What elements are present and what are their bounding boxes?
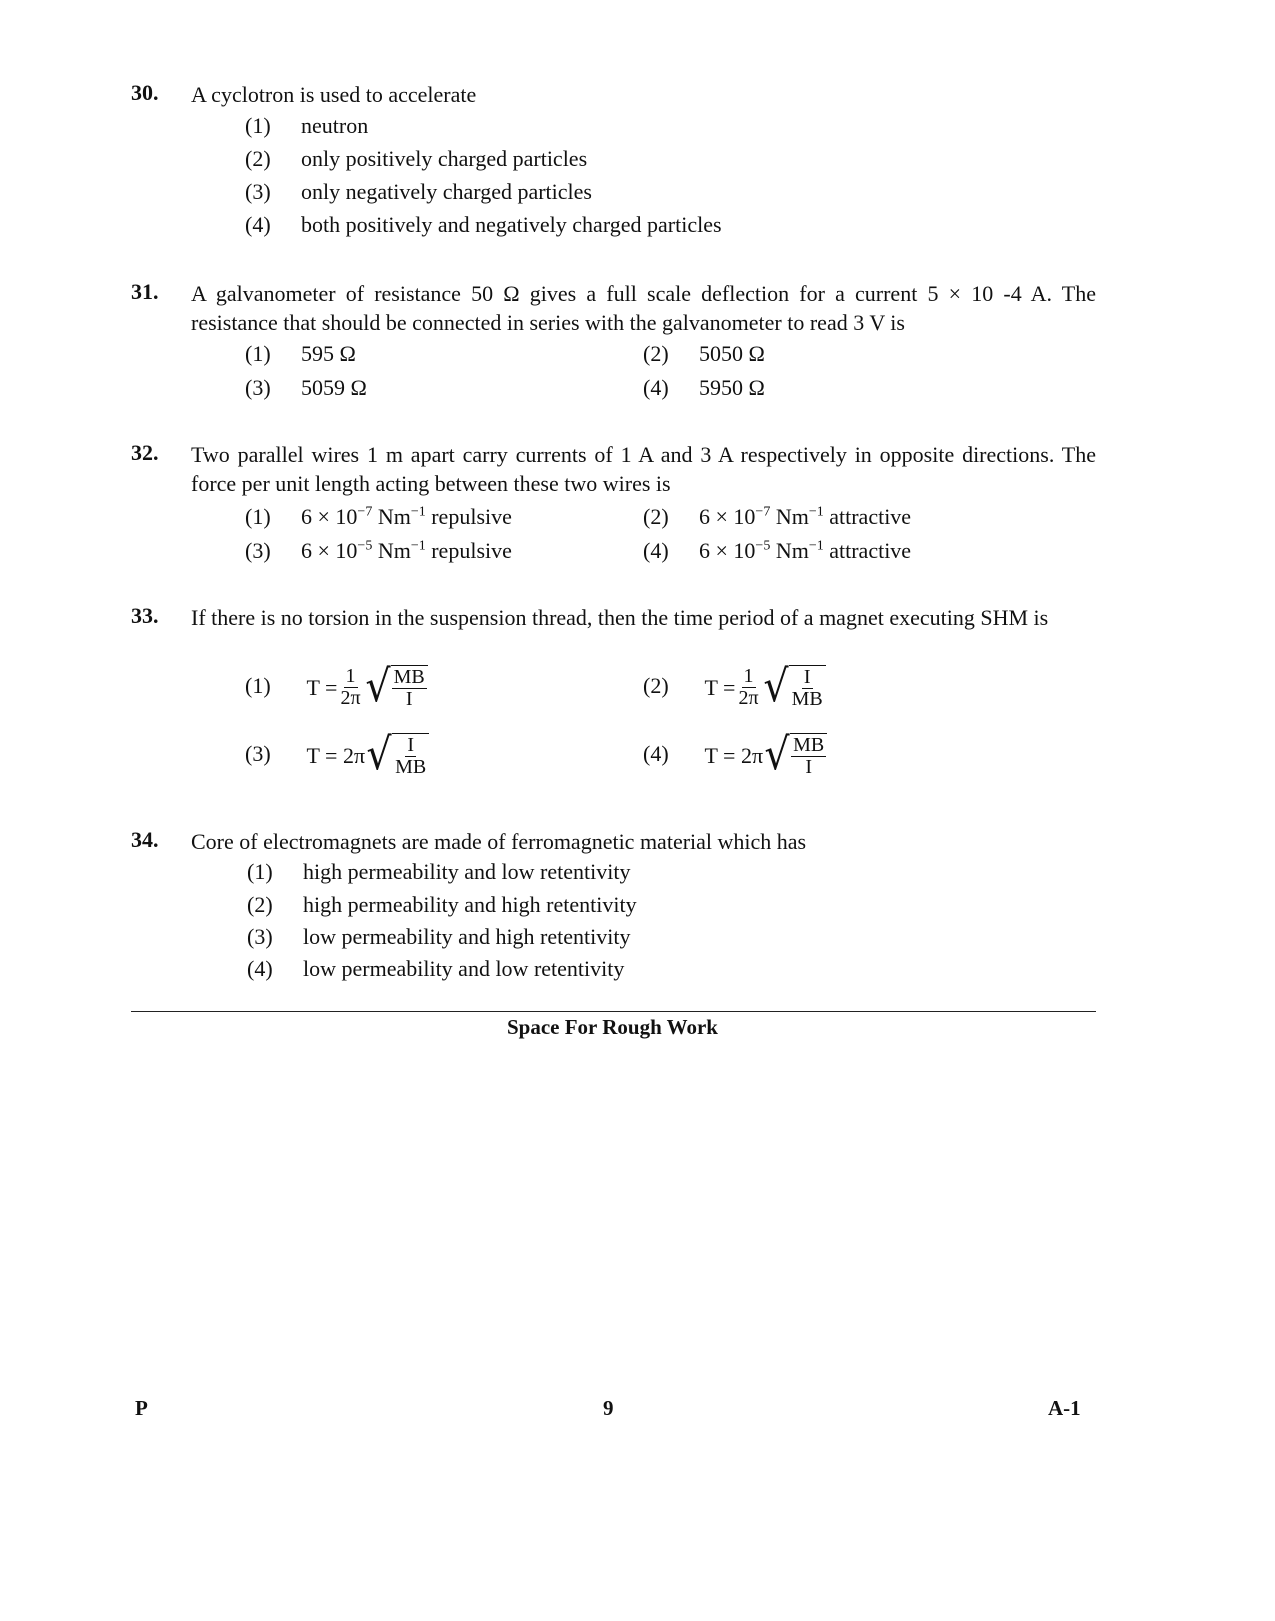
option-unit-exponent: −1 — [410, 504, 426, 520]
option-text: attractive — [829, 504, 912, 529]
option-3[interactable] — [245, 729, 429, 780]
option-3[interactable] — [245, 375, 367, 401]
option-3[interactable] — [245, 179, 592, 205]
option-mantissa: 6 × 10 — [301, 538, 358, 563]
option-mantissa: 6 × 10 — [699, 538, 756, 563]
rough-work-heading: Space For Rough Work — [506, 1015, 718, 1039]
footer-series-code: P — [135, 1396, 148, 1420]
fraction-denominator: MB — [791, 688, 823, 710]
option-unit-exponent: −1 — [808, 538, 824, 554]
formula — [306, 729, 430, 780]
option-number: (4) — [643, 740, 669, 766]
square-root — [364, 661, 428, 712]
option-text: repulsive — [431, 504, 512, 529]
option-text: 5050 Ω — [699, 341, 765, 366]
option-text: repulsive — [431, 538, 512, 563]
option-number: (1) — [245, 504, 271, 529]
option-2[interactable] — [247, 892, 637, 918]
question-number: 31. — [131, 279, 159, 304]
option-number: (1) — [245, 113, 271, 138]
option-number: (4) — [643, 375, 669, 400]
option-number: (2) — [643, 341, 669, 366]
option-1[interactable] — [245, 504, 512, 530]
option-2[interactable] — [643, 504, 911, 530]
formula-lhs: T = — [704, 674, 736, 700]
option-4[interactable] — [643, 375, 765, 401]
option-unit: Nm — [775, 504, 809, 529]
option-exponent: −7 — [357, 504, 373, 520]
option-text: both positively and negatively charged particles — [301, 212, 722, 237]
fraction-numerator: MB — [793, 734, 825, 756]
fraction-denominator: I — [805, 756, 812, 778]
fraction-numerator: I — [803, 666, 811, 688]
formula-lhs: T = 2π — [306, 742, 366, 768]
radical-sign-icon: √ — [364, 661, 391, 712]
option-number: (2) — [247, 892, 273, 917]
option-number: (4) — [245, 212, 271, 237]
question-text: Two parallel wires 1 m apart carry currents of 1 A and 3 A respectively in opposite directions. The force per unit length acting between these two wires is — [191, 442, 1096, 496]
page-number: 9 — [603, 1396, 614, 1420]
option-number: (1) — [245, 672, 271, 698]
option-text: high permeability and low retentivity — [303, 859, 631, 884]
option-text: 595 Ω — [301, 341, 356, 366]
option-number: (1) — [245, 341, 271, 366]
option-text: 5059 Ω — [301, 375, 367, 400]
option-3[interactable] — [245, 538, 512, 564]
coefficient-fraction — [338, 666, 362, 709]
option-number: (2) — [643, 672, 669, 698]
divider-line — [131, 1011, 1096, 1012]
radical-sign-icon: √ — [762, 661, 789, 712]
radicand-fraction — [791, 735, 826, 778]
option-text: low permeability and high retentivity — [303, 924, 631, 949]
question-text: A cyclotron is used to accelerate — [191, 82, 477, 107]
fraction-denominator: MB — [395, 756, 427, 778]
option-4[interactable] — [643, 729, 827, 780]
fraction-numerator: I — [407, 734, 414, 756]
question-number: 32. — [131, 440, 159, 465]
option-1[interactable] — [247, 859, 630, 885]
radical-sign-icon: √ — [366, 729, 392, 780]
square-root — [365, 729, 429, 780]
option-number: (3) — [245, 538, 271, 563]
option-number: (1) — [247, 859, 273, 884]
fraction-numerator: MB — [393, 666, 425, 688]
option-2[interactable] — [643, 341, 765, 367]
option-unit-exponent: −1 — [808, 504, 824, 520]
fraction-denominator: 2π — [738, 687, 759, 709]
option-exponent: −7 — [755, 504, 771, 520]
option-number: (2) — [245, 146, 271, 171]
option-exponent: −5 — [755, 538, 771, 554]
fraction-numerator: 1 — [743, 665, 754, 687]
question-text: If there is no torsion in the suspension thread, then the time period of a magnet executing SHM is — [191, 605, 1049, 630]
option-1[interactable] — [245, 661, 428, 712]
option-1[interactable] — [245, 341, 356, 367]
option-exponent: −5 — [357, 538, 373, 554]
option-number: (3) — [245, 375, 271, 400]
formula-lhs: T = — [306, 674, 338, 700]
fraction-numerator: 1 — [345, 665, 356, 687]
radicand-fraction — [790, 667, 825, 710]
option-text: only positively charged particles — [301, 146, 588, 171]
question-number: 33. — [131, 603, 159, 628]
option-number: (4) — [247, 956, 273, 981]
option-2[interactable] — [245, 146, 587, 172]
radicand-fraction — [392, 667, 427, 710]
question-number: 30. — [131, 80, 159, 105]
fraction-denominator: 2π — [340, 687, 361, 709]
square-root — [762, 661, 826, 712]
formula — [306, 661, 428, 712]
formula-lhs: T = 2π — [704, 742, 764, 768]
radicand-fraction — [393, 735, 428, 778]
option-number: (3) — [245, 740, 271, 766]
option-unit-exponent: −1 — [410, 538, 426, 554]
option-unit: Nm — [377, 504, 411, 529]
option-number: (4) — [643, 538, 669, 563]
option-unit: Nm — [377, 538, 411, 563]
question-text: Core of electromagnets are made of ferromagnetic material which has — [191, 829, 807, 854]
option-number: (3) — [247, 924, 273, 949]
radical-sign-icon: √ — [764, 729, 790, 780]
option-number: (3) — [245, 179, 271, 204]
fraction-denominator: I — [405, 688, 413, 710]
option-unit: Nm — [775, 538, 809, 563]
option-text: 5950 Ω — [699, 375, 765, 400]
option-text: attractive — [829, 538, 912, 563]
option-text: only negatively charged particles — [301, 179, 592, 204]
option-2[interactable] — [643, 661, 826, 712]
square-root — [763, 729, 827, 780]
footer-paper-code: A-1 — [1048, 1396, 1081, 1420]
question-number: 34. — [131, 827, 159, 852]
option-3[interactable] — [247, 924, 630, 950]
option-text: low permeability and low retentivity — [303, 956, 625, 981]
option-text: neutron — [301, 113, 369, 138]
option-4[interactable] — [247, 956, 624, 982]
coefficient-fraction — [736, 666, 760, 709]
option-number: (2) — [643, 504, 669, 529]
option-4[interactable] — [643, 538, 911, 564]
option-4[interactable] — [245, 212, 722, 238]
question-text: A galvanometer of resistance 50 Ω gives a full scale deflection for a current 5 × 10 -4 A. The resistance that should be connected in series with the galvanometer to read 3 V is — [191, 281, 1097, 335]
option-text: high permeability and high retentivity — [303, 892, 637, 917]
formula — [704, 661, 826, 712]
option-mantissa: 6 × 10 — [301, 504, 358, 529]
option-mantissa: 6 × 10 — [699, 504, 756, 529]
option-1[interactable] — [245, 113, 368, 139]
formula — [704, 729, 828, 780]
